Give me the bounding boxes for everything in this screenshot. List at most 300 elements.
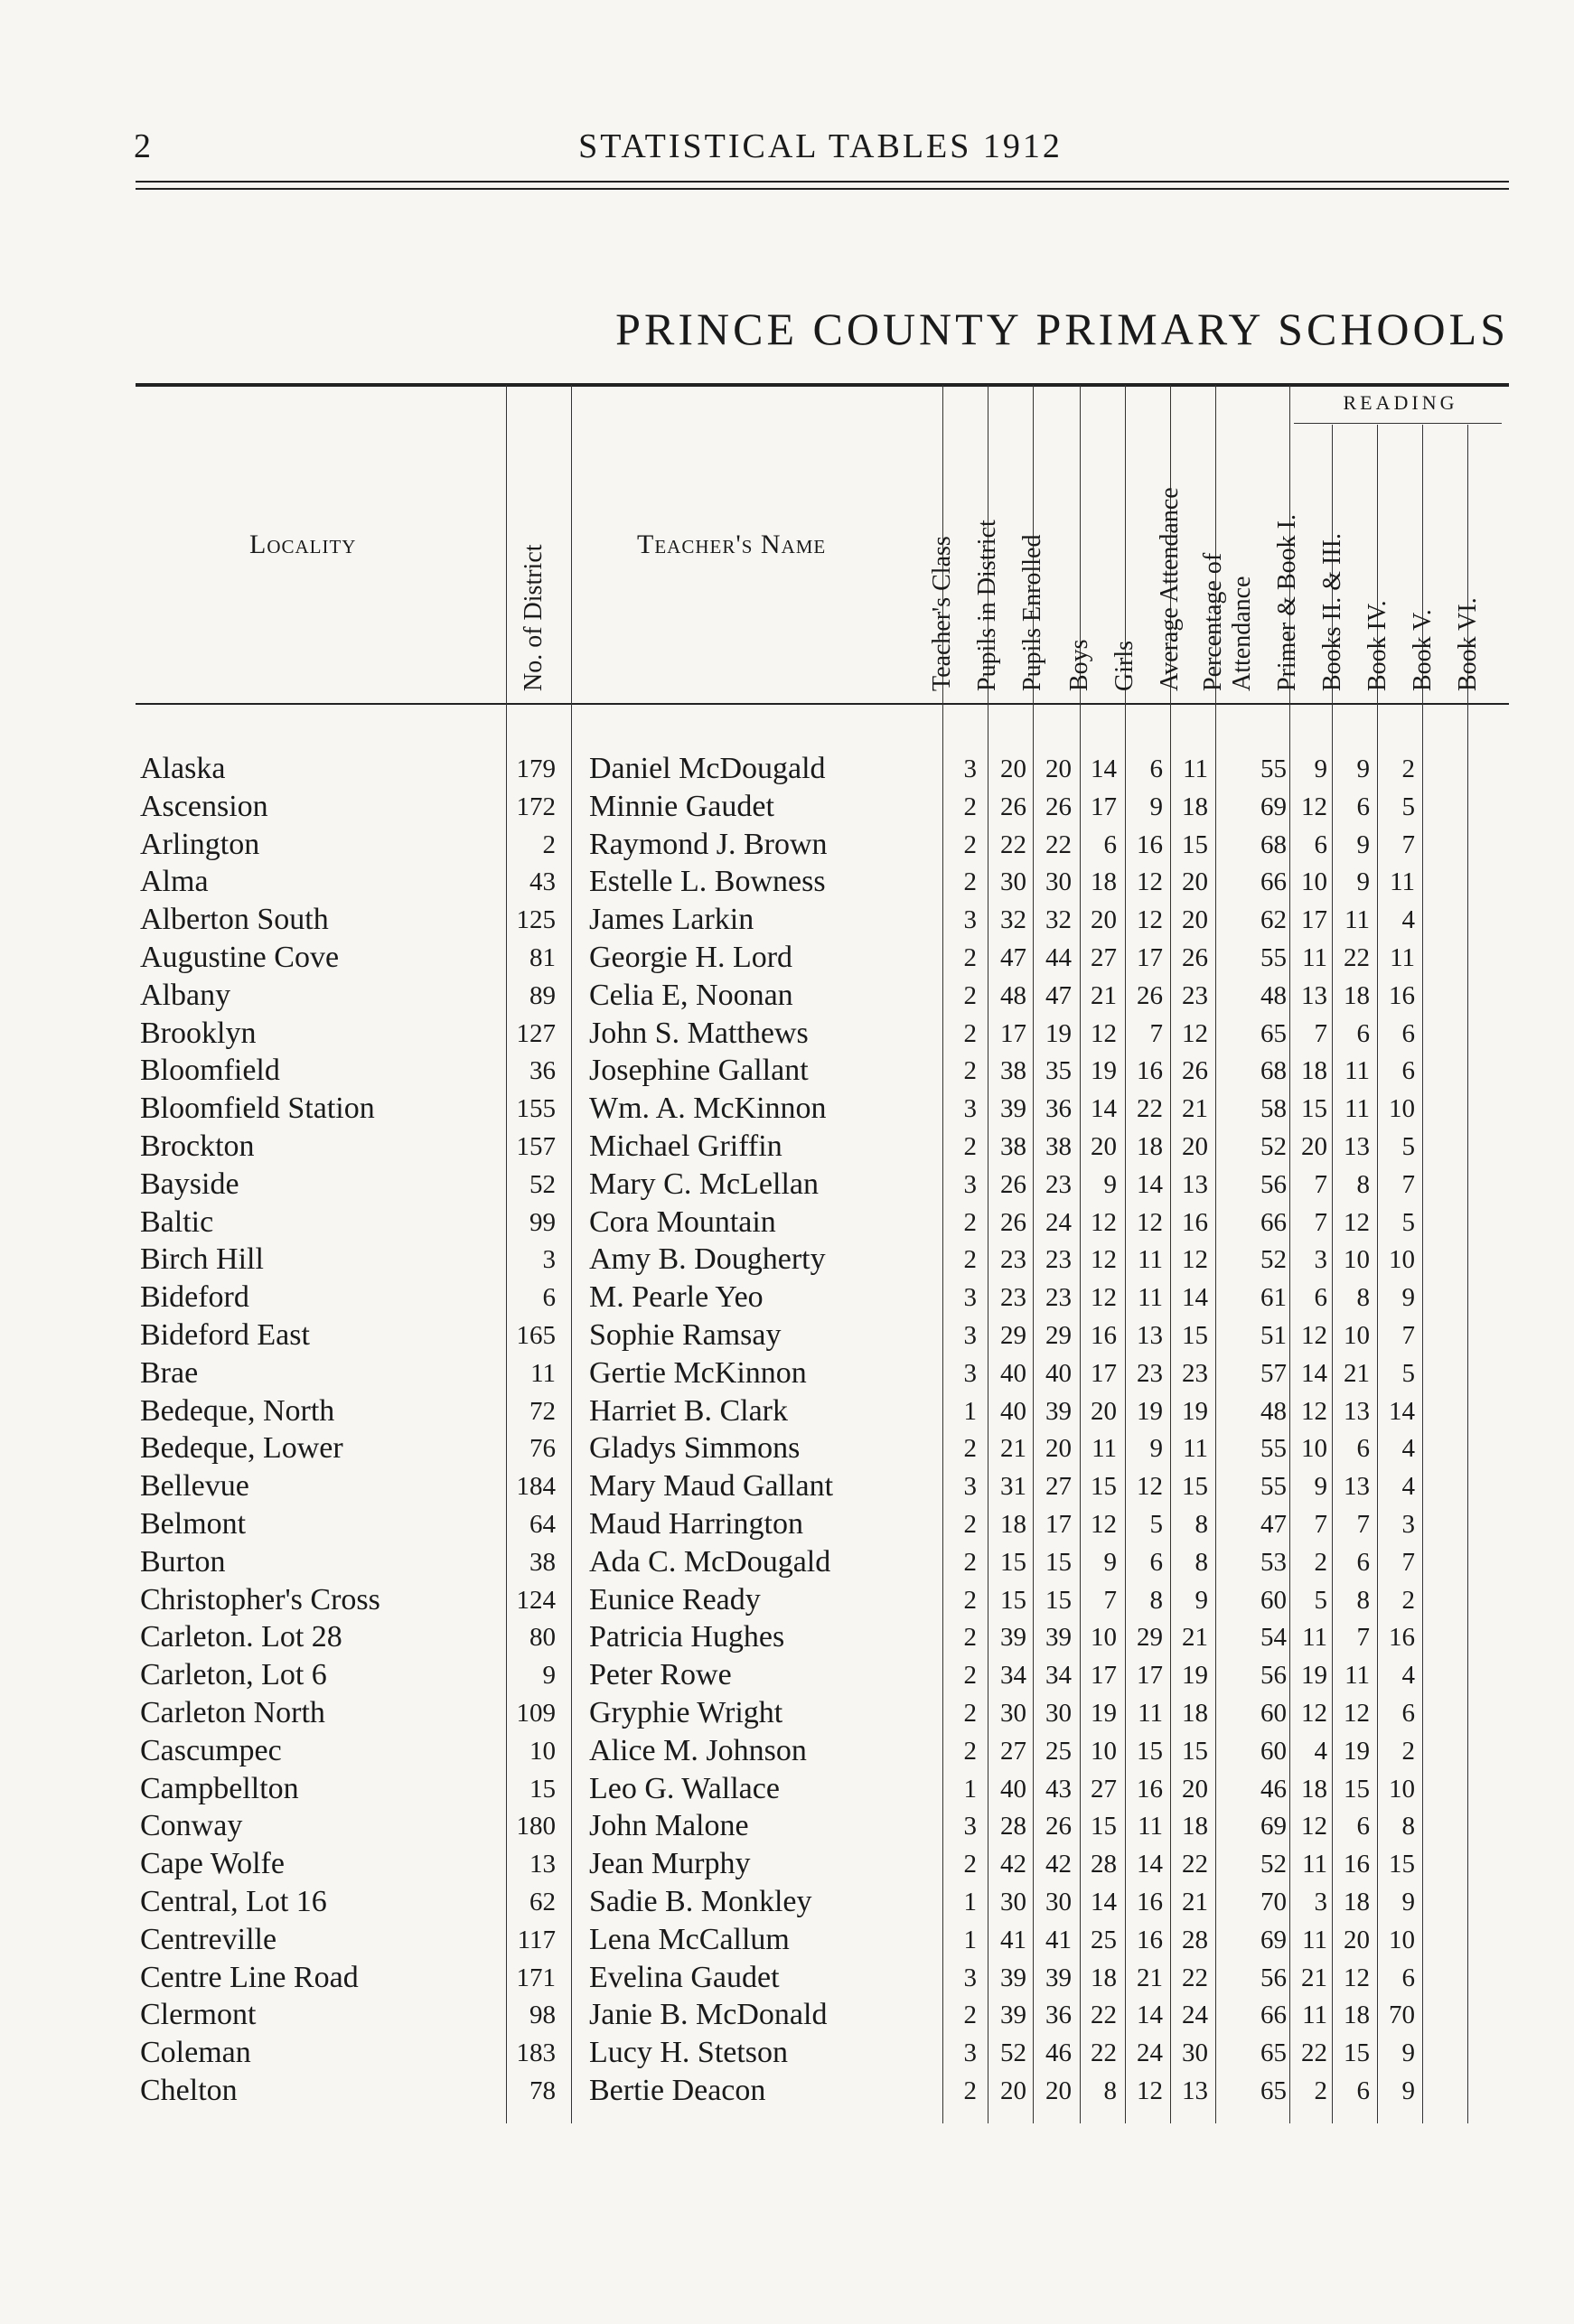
table-row	[0, 788, 1574, 826]
locality-cell: Belmont	[140, 1507, 247, 1541]
pd-cell: 48	[1000, 980, 1026, 1010]
pe-cell: 41	[1045, 1925, 1072, 1954]
district-cell: 109	[516, 1699, 556, 1728]
pe-cell: 38	[1045, 1132, 1072, 1161]
table-row	[0, 1052, 1574, 1090]
cls-cell: 2	[963, 1510, 977, 1539]
avg-cell: 15	[1182, 1736, 1208, 1766]
b4-cell: 5	[1401, 1132, 1415, 1161]
district-cell: 64	[529, 1510, 556, 1539]
district-cell: 89	[529, 980, 556, 1010]
b1-cell: 15	[1301, 1094, 1327, 1124]
pct-cell: 65	[1260, 2076, 1287, 2105]
district-cell: 179	[516, 754, 556, 783]
district-cell: 72	[529, 1396, 556, 1426]
table-row	[0, 1467, 1574, 1505]
pe-cell: 23	[1045, 1283, 1072, 1313]
b4-cell: 6	[1401, 1056, 1415, 1086]
b1-cell: 3	[1314, 1245, 1327, 1275]
boys-cell: 27	[1091, 1774, 1117, 1804]
boys-cell: 15	[1091, 1812, 1117, 1841]
b23-cell: 6	[1356, 792, 1370, 821]
pd-cell: 31	[1000, 1472, 1026, 1502]
pd-cell: 41	[1000, 1925, 1026, 1954]
district-cell: 80	[529, 1623, 556, 1653]
girls-cell: 16	[1137, 1774, 1163, 1804]
pe-cell: 39	[1045, 1963, 1072, 1992]
locality-cell: Alma	[140, 865, 209, 899]
boys-cell: 8	[1103, 2076, 1117, 2105]
b23-cell: 13	[1344, 1396, 1370, 1426]
table-row	[0, 1883, 1574, 1921]
b4-cell: 9	[1401, 1888, 1415, 1916]
locality-cell: Campbellton	[140, 1771, 299, 1805]
table-row	[0, 1317, 1574, 1354]
table-row	[0, 1845, 1574, 1883]
table-row	[0, 1921, 1574, 1959]
header-teacher: Teacher's Name	[637, 529, 827, 559]
locality-cell: Bellevue	[140, 1469, 249, 1504]
b23-cell: 8	[1356, 1169, 1370, 1199]
girls-cell: 16	[1137, 829, 1163, 859]
pd-cell: 26	[1000, 1169, 1026, 1199]
district-cell: 183	[516, 2038, 556, 2068]
avg-cell: 26	[1182, 943, 1208, 972]
table-row	[0, 901, 1574, 939]
b1-cell: 11	[1302, 1925, 1327, 1954]
district-cell: 76	[529, 1434, 556, 1464]
district-cell: 52	[529, 1169, 556, 1199]
pd-cell: 20	[1000, 754, 1026, 783]
locality-cell: Centreville	[140, 1922, 277, 1956]
teacher-cell: Wm. A. McKinnon	[589, 1092, 827, 1126]
b23-cell: 6	[1356, 2076, 1370, 2105]
avg-cell: 18	[1182, 792, 1208, 821]
pd-cell: 21	[1000, 1434, 1026, 1464]
b4-cell: 4	[1401, 1661, 1415, 1691]
pd-cell: 34	[1000, 1661, 1026, 1691]
boys-cell: 21	[1091, 980, 1117, 1010]
pd-cell: 39	[1000, 1963, 1026, 1992]
locality-cell: Coleman	[140, 2036, 251, 2070]
boys-cell: 11	[1091, 1434, 1117, 1464]
district-cell: 13	[529, 1850, 556, 1879]
pe-cell: 20	[1045, 1434, 1072, 1464]
pe-cell: 39	[1045, 1396, 1072, 1426]
b1-cell: 2	[1314, 2076, 1327, 2105]
pe-cell: 42	[1045, 1850, 1072, 1879]
pct-cell: 65	[1260, 1018, 1287, 1048]
cls-cell: 2	[963, 1018, 977, 1048]
girls-cell: 14	[1137, 1850, 1163, 1879]
pe-cell: 15	[1045, 1585, 1072, 1615]
table-row	[0, 1770, 1574, 1808]
pe-cell: 27	[1045, 1472, 1072, 1502]
locality-cell: Cascumpec	[140, 1733, 282, 1767]
b23-cell: 18	[1344, 2001, 1370, 2030]
pct-cell: 68	[1260, 1056, 1287, 1086]
girls-cell: 11	[1138, 1245, 1163, 1275]
pct-cell: 51	[1260, 1321, 1287, 1350]
pct-cell: 62	[1260, 905, 1287, 935]
teacher-cell: Georgie H. Lord	[589, 941, 793, 974]
avg-cell: 20	[1182, 1774, 1208, 1804]
girls-cell: 6	[1149, 754, 1163, 783]
boys-cell: 9	[1103, 1169, 1117, 1199]
boys-cell: 19	[1091, 1699, 1117, 1728]
pct-cell: 52	[1260, 1245, 1287, 1275]
pe-cell: 29	[1045, 1321, 1072, 1350]
b23-cell: 18	[1344, 980, 1370, 1010]
cls-cell: 1	[963, 1396, 977, 1426]
b1-cell: 22	[1301, 2038, 1327, 2068]
pe-cell: 46	[1045, 2038, 1072, 2068]
avg-cell: 22	[1182, 1963, 1208, 1992]
b1-cell: 19	[1301, 1661, 1327, 1691]
teacher-cell: Ada C. McDougald	[589, 1544, 831, 1579]
district-cell: 180	[516, 1812, 556, 1841]
pe-cell: 19	[1045, 1018, 1072, 1048]
b4-cell: 5	[1401, 1358, 1415, 1388]
table-row	[0, 1581, 1574, 1619]
b23-cell: 16	[1344, 1850, 1370, 1879]
district-cell: 117	[517, 1925, 556, 1954]
teacher-cell: Eunice Ready	[589, 1582, 761, 1616]
girls-cell: 11	[1138, 1812, 1163, 1841]
girls-cell: 11	[1138, 1283, 1163, 1313]
b23-cell: 9	[1356, 754, 1370, 783]
pe-cell: 26	[1045, 792, 1072, 821]
avg-cell: 26	[1182, 1056, 1208, 1086]
girls-cell: 18	[1137, 1132, 1163, 1161]
locality-cell: Albany	[140, 978, 231, 1012]
district-cell: 157	[516, 1132, 556, 1161]
boys-cell: 12	[1091, 1207, 1117, 1237]
district-cell: 43	[529, 867, 556, 897]
boys-cell: 12	[1091, 1510, 1117, 1539]
teacher-cell: Minnie Gaudet	[589, 789, 774, 823]
pct-cell: 57	[1260, 1358, 1287, 1388]
avg-cell: 22	[1182, 1850, 1208, 1879]
avg-cell: 20	[1182, 867, 1208, 897]
pd-cell: 39	[1000, 1094, 1026, 1124]
table-row	[0, 1543, 1574, 1581]
b4-cell: 9	[1401, 2076, 1415, 2105]
locality-cell: Brooklyn	[140, 1016, 257, 1050]
cls-cell: 2	[963, 1434, 977, 1464]
girls-cell: 16	[1137, 1888, 1163, 1916]
district-cell: 124	[516, 1585, 556, 1615]
b23-cell: 15	[1344, 1774, 1370, 1804]
girls-cell: 16	[1137, 1056, 1163, 1086]
b4-cell: 6	[1401, 1018, 1415, 1048]
pd-cell: 38	[1000, 1132, 1026, 1161]
b23-cell: 21	[1344, 1358, 1370, 1388]
table-row	[0, 1241, 1574, 1279]
teacher-cell: Josephine Gallant	[589, 1054, 809, 1088]
header-rule-upper	[136, 181, 1509, 183]
girls-cell: 19	[1137, 1396, 1163, 1426]
b4-cell: 5	[1401, 792, 1415, 821]
avg-cell: 8	[1195, 1547, 1208, 1577]
teacher-cell: Harriet B. Clark	[589, 1393, 788, 1428]
girls-cell: 12	[1137, 2076, 1163, 2105]
pe-cell: 20	[1045, 754, 1072, 783]
avg-cell: 18	[1182, 1812, 1208, 1841]
locality-cell: Christopher's Cross	[140, 1582, 380, 1616]
pd-cell: 28	[1000, 1812, 1026, 1841]
boys-cell: 17	[1091, 792, 1117, 821]
table-row	[0, 1656, 1574, 1694]
pd-cell: 30	[1000, 1699, 1026, 1728]
cls-cell: 1	[963, 1925, 977, 1954]
locality-cell: Bideford East	[140, 1318, 310, 1352]
pd-cell: 42	[1000, 1850, 1026, 1879]
pct-cell: 68	[1260, 829, 1287, 859]
table-row	[0, 1166, 1574, 1204]
avg-cell: 23	[1182, 980, 1208, 1010]
district-cell: 155	[516, 1094, 556, 1124]
pd-cell: 38	[1000, 1056, 1026, 1086]
locality-cell: Cape Wolfe	[140, 1847, 285, 1881]
avg-cell: 8	[1195, 1510, 1208, 1539]
b1-cell: 11	[1302, 1623, 1327, 1653]
district-cell: 184	[516, 1472, 556, 1502]
table-row	[0, 1392, 1574, 1430]
pct-cell: 52	[1260, 1850, 1287, 1879]
table-row	[0, 1996, 1574, 2034]
b23-cell: 11	[1344, 1094, 1370, 1124]
girls-cell: 12	[1137, 867, 1163, 897]
avg-cell: 13	[1182, 2076, 1208, 2105]
pd-cell: 39	[1000, 1623, 1026, 1653]
b1-cell: 2	[1314, 1547, 1327, 1577]
running-head-title: STATISTICAL TABLES 1912	[578, 127, 1063, 165]
girls-cell: 14	[1137, 2001, 1163, 2030]
cls-cell: 2	[963, 1132, 977, 1161]
b1-cell: 12	[1301, 1699, 1327, 1728]
boys-cell: 19	[1091, 1056, 1117, 1086]
b23-cell: 9	[1356, 829, 1370, 859]
locality-cell: Clermont	[140, 1998, 257, 2032]
pe-cell: 25	[1045, 1736, 1072, 1766]
boys-cell: 18	[1091, 867, 1117, 897]
pct-cell: 52	[1260, 1132, 1287, 1161]
pd-cell: 26	[1000, 1207, 1026, 1237]
pe-cell: 30	[1045, 1888, 1072, 1916]
boys-cell: 17	[1091, 1358, 1117, 1388]
cls-cell: 2	[963, 1850, 977, 1879]
avg-cell: 16	[1182, 1207, 1208, 1237]
b4-cell: 2	[1401, 754, 1415, 783]
girls-cell: 17	[1137, 943, 1163, 972]
b1-cell: 6	[1314, 829, 1327, 859]
locality-cell: Conway	[140, 1809, 243, 1843]
boys-cell: 6	[1103, 829, 1117, 859]
teacher-cell: Daniel McDougald	[589, 752, 826, 785]
b23-cell: 6	[1356, 1812, 1370, 1841]
pd-cell: 40	[1000, 1396, 1026, 1426]
pe-cell: 23	[1045, 1169, 1072, 1199]
cls-cell: 3	[963, 1169, 977, 1199]
pe-cell: 36	[1045, 1094, 1072, 1124]
table-row	[0, 863, 1574, 901]
reading-group-rule	[1294, 423, 1502, 424]
pe-cell: 32	[1045, 905, 1072, 935]
pd-cell: 23	[1000, 1283, 1026, 1313]
district-cell: 171	[516, 1963, 556, 1992]
avg-cell: 19	[1182, 1661, 1208, 1691]
b4-cell: 16	[1389, 1623, 1415, 1653]
avg-cell: 15	[1182, 829, 1208, 859]
b23-cell: 10	[1344, 1245, 1370, 1275]
table-row	[0, 1807, 1574, 1845]
teacher-cell: Gladys Simmons	[589, 1431, 801, 1466]
boys-cell: 15	[1091, 1472, 1117, 1502]
boys-cell: 14	[1091, 1094, 1117, 1124]
boys-cell: 18	[1091, 1963, 1117, 1992]
girls-cell: 12	[1137, 905, 1163, 935]
pd-cell: 40	[1000, 1358, 1026, 1388]
pct-cell: 69	[1260, 1925, 1287, 1954]
running-header	[134, 127, 1507, 172]
district-cell: 78	[529, 2076, 556, 2105]
pct-cell: 69	[1260, 792, 1287, 821]
b4-cell: 7	[1401, 1321, 1415, 1350]
pct-cell: 56	[1260, 1661, 1287, 1691]
teacher-cell: Michael Griffin	[589, 1129, 782, 1163]
table-row	[0, 1694, 1574, 1732]
b1-cell: 11	[1302, 943, 1327, 972]
pct-cell: 65	[1260, 2038, 1287, 2068]
locality-cell: Bayside	[140, 1167, 239, 1201]
locality-cell: Brockton	[140, 1129, 255, 1163]
cls-cell: 3	[963, 1963, 977, 1992]
boys-cell: 14	[1091, 1888, 1117, 1916]
header-bottom-rule	[136, 703, 1509, 705]
b23-cell: 8	[1356, 1283, 1370, 1313]
teacher-cell: Lena McCallum	[589, 1922, 790, 1956]
b4-cell: 11	[1390, 943, 1415, 972]
pe-cell: 43	[1045, 1774, 1072, 1804]
pd-cell: 27	[1000, 1736, 1026, 1766]
cls-cell: 3	[963, 1094, 977, 1124]
locality-cell: Central, Lot 16	[140, 1885, 327, 1918]
boys-cell: 20	[1091, 905, 1117, 935]
boys-cell: 17	[1091, 1661, 1117, 1691]
pe-cell: 39	[1045, 1623, 1072, 1653]
boys-cell: 22	[1091, 2038, 1117, 2068]
table-row	[0, 1505, 1574, 1543]
b23-cell: 7	[1356, 1510, 1370, 1539]
b1-cell: 10	[1301, 867, 1327, 897]
pd-cell: 39	[1000, 2001, 1026, 2030]
pd-cell: 40	[1000, 1774, 1026, 1804]
avg-cell: 15	[1182, 1321, 1208, 1350]
cls-cell: 2	[963, 1661, 977, 1691]
locality-cell: Alaska	[140, 752, 226, 785]
teacher-cell: M. Pearle Yeo	[589, 1280, 764, 1315]
table-row	[0, 2072, 1574, 2110]
teacher-cell: Lucy H. Stetson	[589, 2036, 789, 2070]
b1-cell: 6	[1314, 1283, 1327, 1313]
teacher-cell: Celia E, Noonan	[589, 978, 793, 1012]
b23-cell: 22	[1344, 943, 1370, 972]
cls-cell: 3	[963, 2038, 977, 2068]
locality-cell: Carleton. Lot 28	[140, 1620, 342, 1654]
header-locality: Locality	[249, 529, 357, 559]
cls-cell: 3	[963, 1358, 977, 1388]
teacher-cell: Raymond J. Brown	[589, 827, 828, 861]
pct-cell: 60	[1260, 1699, 1287, 1728]
boys-cell: 7	[1103, 1585, 1117, 1615]
boys-cell: 20	[1091, 1132, 1117, 1161]
avg-cell: 11	[1183, 754, 1208, 783]
b23-cell: 8	[1356, 1585, 1370, 1615]
table-row	[0, 1204, 1574, 1242]
locality-cell: Centre Line Road	[140, 1960, 359, 1994]
cls-cell: 2	[963, 2001, 977, 2030]
b23-cell: 7	[1356, 1623, 1370, 1653]
cls-cell: 3	[963, 754, 977, 783]
avg-cell: 9	[1195, 1585, 1208, 1615]
pe-cell: 44	[1045, 943, 1072, 972]
boys-cell: 22	[1091, 2001, 1117, 2030]
pd-cell: 47	[1000, 943, 1026, 972]
avg-cell: 28	[1182, 1925, 1208, 1954]
cls-cell: 2	[963, 1245, 977, 1275]
b23-cell: 12	[1344, 1699, 1370, 1728]
b4-cell: 10	[1389, 1925, 1415, 1954]
cls-cell: 2	[963, 1547, 977, 1577]
locality-cell: Carleton North	[140, 1696, 325, 1729]
girls-cell: 16	[1137, 1925, 1163, 1954]
table-row	[0, 1090, 1574, 1128]
district-cell: 3	[542, 1245, 556, 1275]
b4-cell: 8	[1401, 1812, 1415, 1841]
pe-cell: 40	[1045, 1358, 1072, 1388]
pe-cell: 34	[1045, 1661, 1072, 1691]
pct-cell: 48	[1260, 1396, 1287, 1426]
pct-cell: 54	[1260, 1623, 1287, 1653]
b1-cell: 10	[1301, 1434, 1327, 1464]
cls-cell: 1	[963, 1774, 977, 1804]
b4-cell: 4	[1401, 1472, 1415, 1502]
girls-cell: 5	[1149, 1510, 1163, 1539]
pct-cell: 55	[1260, 943, 1287, 972]
district-cell: 125	[516, 905, 556, 935]
pct-cell: 58	[1260, 1094, 1287, 1124]
pd-cell: 23	[1000, 1245, 1026, 1275]
girls-cell: 9	[1149, 1434, 1163, 1464]
teacher-cell: Bertie Deacon	[589, 2074, 766, 2107]
b4-cell: 6	[1401, 1963, 1415, 1992]
avg-cell: 18	[1182, 1699, 1208, 1728]
b4-cell: 10	[1389, 1094, 1415, 1124]
boys-cell: 9	[1103, 1547, 1117, 1577]
district-cell: 11	[530, 1358, 556, 1388]
pct-cell: 66	[1260, 867, 1287, 897]
boys-cell: 10	[1091, 1736, 1117, 1766]
teacher-cell: Jean Murphy	[589, 1847, 751, 1881]
b1-cell: 7	[1314, 1169, 1327, 1199]
boys-cell: 12	[1091, 1245, 1117, 1275]
pd-cell: 17	[1000, 1018, 1026, 1048]
girls-cell: 6	[1149, 1547, 1163, 1577]
pct-cell: 70	[1260, 1888, 1287, 1916]
table-row	[0, 826, 1574, 864]
b23-cell: 20	[1344, 1925, 1370, 1954]
